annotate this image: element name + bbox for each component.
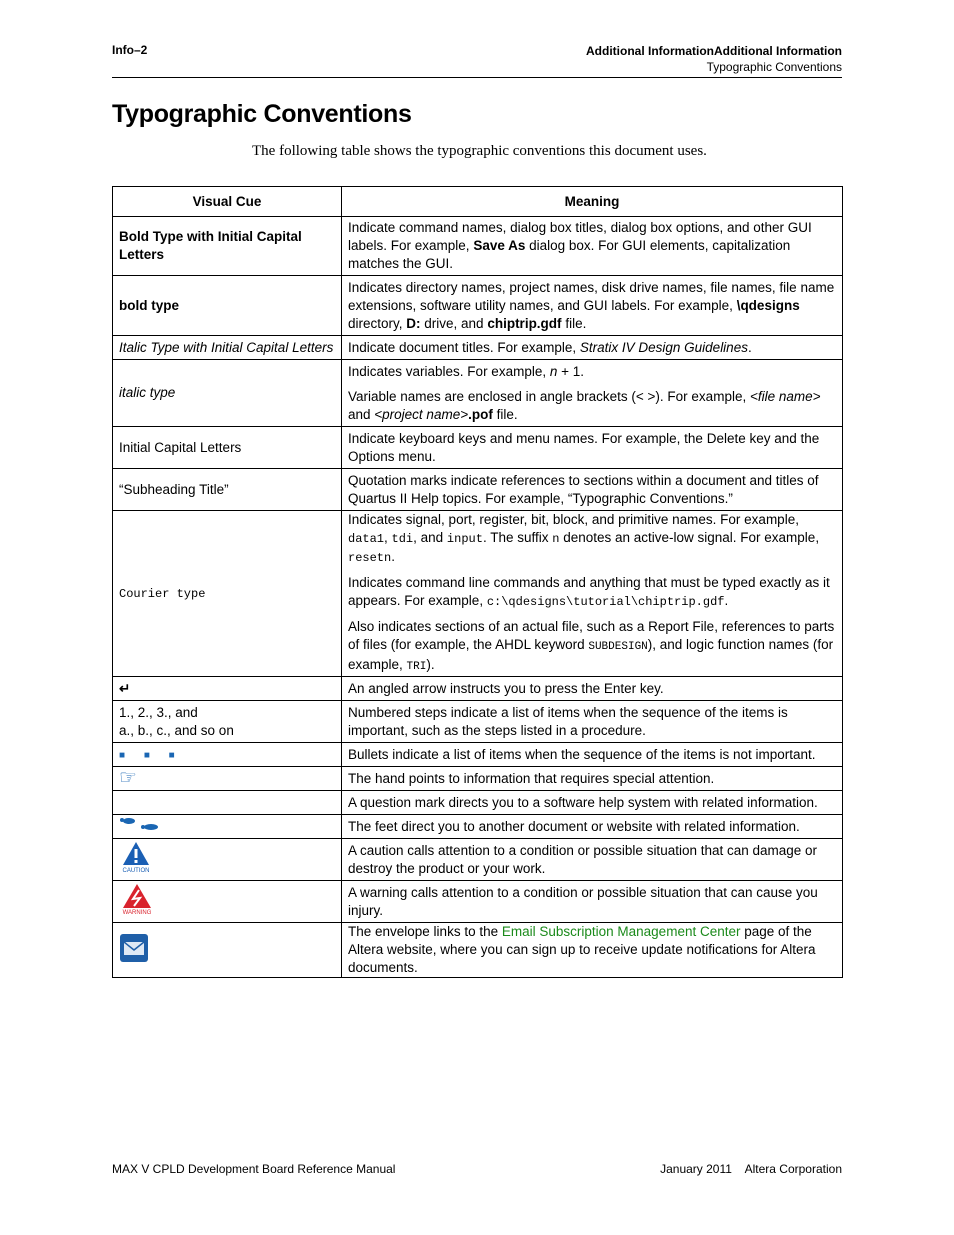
cue-cell: Bold Type with Initial Capital Letters	[113, 217, 342, 276]
table-row	[113, 677, 843, 701]
envelope-icon	[113, 923, 342, 978]
table-row	[113, 469, 843, 511]
cue-cell: Initial Capital Letters	[113, 427, 342, 469]
table-row	[113, 336, 843, 360]
question-mark-icon	[113, 791, 342, 815]
table-row	[113, 791, 843, 815]
cue-cell: Italic Type with Initial Capital Letters	[113, 336, 342, 360]
footer-manual-title: MAX V CPLD Development Board Reference Manual	[112, 1162, 396, 1176]
cue-cell: 1., 2., 3., and a., b., c., and so on	[113, 701, 342, 743]
table-row	[113, 881, 843, 923]
conventions-table	[112, 186, 843, 978]
table-row	[113, 217, 843, 276]
header-rule	[112, 77, 842, 78]
hand-icon: ☞	[113, 767, 342, 791]
svg-text:CAUTION: CAUTION	[122, 868, 150, 873]
meaning-cell: Bullets indicate a list of items when the sequence of the items is not important.	[342, 743, 843, 767]
envelope-icon	[119, 933, 149, 963]
col-visual-cue: Visual Cue	[113, 187, 342, 217]
warning-icon	[119, 883, 155, 915]
table-row	[113, 923, 843, 978]
meaning-cell: A caution calls attention to a condition or possible situation that can damage or destroy the product or your work.	[342, 839, 843, 881]
meaning-cell: A warning calls attention to a condition or possible situation that can cause you injury.	[342, 881, 843, 923]
running-header	[586, 43, 842, 75]
meaning-cell: Indicate command names, dialog box titles, dialog box options, and other GUI labels. For example, Save As dialog box. For GUI elements, capitalization matches the GUI.	[342, 217, 843, 276]
table-row	[113, 360, 843, 427]
section-title: Additional InformationAdditional Information	[586, 44, 842, 58]
enter-arrow-icon: ↵	[113, 677, 342, 701]
meaning-cell: Numbered steps indicate a list of items when the sequence of the items is important, such as the steps listed in a procedure.	[342, 701, 843, 743]
col-meaning: Meaning	[342, 187, 843, 217]
meaning-cell: Indicates directory names, project names, disk drive names, file names, file name extensions, software utility names, and GUI labels. For example, \qdesigns directory, D: drive, and chiptrip.gdf file.	[342, 276, 843, 336]
meaning-cell: Indicate document titles. For example, Stratix IV Design Guidelines.	[342, 336, 843, 360]
meaning-cell: The feet direct you to another document or website with related information.	[342, 815, 843, 839]
table-header-row	[113, 187, 843, 217]
page-title: Typographic Conventions	[112, 100, 412, 128]
meaning-cell: An angled arrow instructs you to press the Enter key.	[342, 677, 843, 701]
cue-cell: italic type	[113, 360, 342, 427]
cue-cell: “Subheading Title”	[113, 469, 342, 511]
footer-date-corp: January 2011 Altera Corporation	[660, 1162, 842, 1176]
caution-icon	[113, 839, 342, 881]
table-row	[113, 427, 843, 469]
meaning-cell: A question mark directs you to a software help system with related information.	[342, 791, 843, 815]
feet-icon	[113, 815, 342, 839]
caution-icon	[119, 841, 153, 873]
feet-icon	[119, 817, 163, 831]
table-row	[113, 815, 843, 839]
table-row	[113, 767, 843, 791]
table-row	[113, 743, 843, 767]
table-row	[113, 511, 843, 677]
subsection-title: Typographic Conventions	[706, 60, 842, 74]
table-row	[113, 701, 843, 743]
table-row	[113, 839, 843, 881]
bullets-icon: ■ ■ ■	[113, 743, 342, 767]
meaning-cell: Indicate keyboard keys and menu names. For example, the Delete key and the Options menu.	[342, 427, 843, 469]
cue-cell: bold type	[113, 276, 342, 336]
svg-text:WARNING: WARNING	[122, 910, 152, 915]
meaning-cell: Indicates variables. For example, n + 1. Variable names are enclosed in angle brackets (< >). For example, <file name> and <project name>.pof file.	[342, 360, 843, 427]
cue-cell: Courier type	[113, 511, 342, 677]
meaning-cell: Indicates signal, port, register, bit, block, and primitive names. For example, data1, tdi, and input. The suffix n denotes an active-low signal. For example, resetn. Indicates command line commands and anything that must be typed exactly as it appears. For example, c:\qdesigns\tutorial\chiptrip.gdf. Also indicates sections of an actual file, such as a Report File, references to parts of files (for example, the AHDL keyword SUBDESIGN), and logic function names (for example, TRI).	[342, 511, 843, 677]
intro-paragraph: The following table shows the typographic conventions this document uses.	[252, 143, 707, 159]
warning-icon	[113, 881, 342, 923]
meaning-cell: The hand points to information that requires special attention.	[342, 767, 843, 791]
page-label: Info–2	[112, 43, 148, 57]
meaning-cell: Quotation marks indicate references to sections within a document and titles of Quartus II Help topics. For example, “Typographic Conventions.”	[342, 469, 843, 511]
email-subscription-link[interactable]: Email Subscription Management Center	[501, 924, 741, 939]
meaning-cell: The envelope links to the Email Subscription Management Center page of the Altera website, where you can sign up to receive update notifications for Altera documents.	[342, 923, 843, 978]
table-row	[113, 276, 843, 336]
